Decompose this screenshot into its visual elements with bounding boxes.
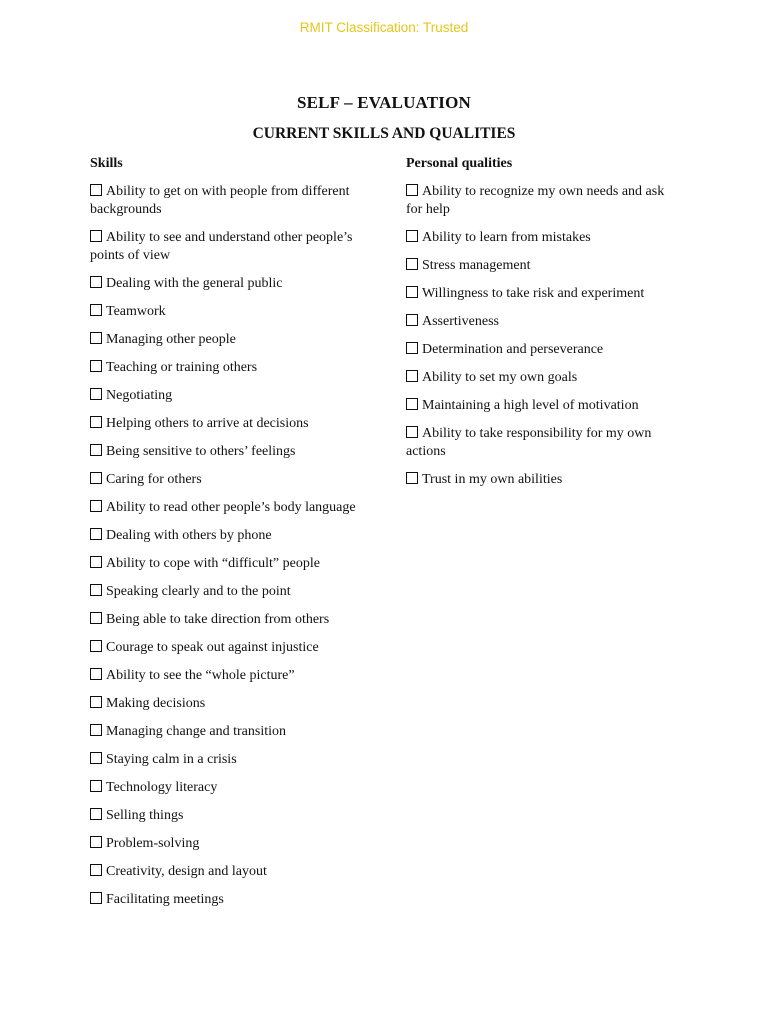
skill-label: Courage to speak out against injustice [106,640,319,655]
quality-item [406,369,678,387]
qualities-heading: Personal qualities [406,156,513,171]
skill-label: Ability to cope with “difficult” people [106,556,320,571]
skill-label: Dealing with others by phone [106,528,272,543]
skill-item [90,695,368,713]
checkbox[interactable] [406,286,418,298]
checkbox[interactable] [90,416,102,428]
checkbox[interactable] [406,342,418,354]
quality-item [406,285,678,303]
checkbox[interactable] [90,808,102,820]
skill-label: Managing change and transition [106,724,287,739]
quality-item [406,257,678,275]
checkbox[interactable] [90,780,102,792]
skill-item [90,583,368,601]
skill-label: Ability to get on with people from different backgrounds [90,184,350,217]
checkbox[interactable] [90,864,102,876]
checkbox[interactable] [90,556,102,568]
page-subtitle: CURRENT SKILLS AND QUALITIES [252,125,516,142]
skill-item [90,183,368,219]
skill-label: Being able to take direction from others [106,612,330,627]
checkbox[interactable] [90,444,102,456]
checkbox[interactable] [90,668,102,680]
checkbox[interactable] [406,258,418,270]
skill-item [90,229,368,265]
checkbox[interactable] [406,314,418,326]
checkbox[interactable] [90,724,102,736]
skill-label: Staying calm in a crisis [106,752,237,767]
checkbox[interactable] [406,230,418,242]
skill-label: Being sensitive to others’ feelings [106,444,296,459]
skill-item [90,555,368,573]
page-title: SELF – EVALUATION [296,93,472,112]
skill-label: Facilitating meetings [106,892,224,907]
skill-label: Caring for others [106,472,202,487]
quality-item [406,183,678,219]
skill-label: Managing other people [106,332,236,347]
skill-label: Speaking clearly and to the point [106,584,291,599]
checkbox[interactable] [90,584,102,596]
checkbox[interactable] [406,472,418,484]
qualities-column [406,155,678,499]
checkbox[interactable] [90,696,102,708]
skill-item [90,639,368,657]
quality-item [406,341,678,359]
skill-item [90,443,368,461]
skill-item [90,779,368,797]
skill-label: Problem-solving [106,836,200,851]
checkbox[interactable] [90,472,102,484]
checkbox[interactable] [406,398,418,410]
quality-label: Trust in my own abilities [422,472,563,487]
skill-item [90,359,368,377]
skill-label: Ability to see and understand other people’s points of view [90,230,353,263]
checkbox[interactable] [90,528,102,540]
skill-label: Dealing with the general public [106,276,283,291]
checkbox[interactable] [90,640,102,652]
skill-item [90,751,368,769]
quality-item [406,471,678,489]
skill-item [90,387,368,405]
skill-label: Making decisions [106,696,206,711]
checkbox[interactable] [90,892,102,904]
quality-item [406,229,678,247]
quality-item [406,397,678,415]
skill-item [90,275,368,293]
classification-label: RMIT Classification: Trusted [299,20,469,35]
skills-column [90,155,368,919]
checkbox[interactable] [90,612,102,624]
quality-label: Maintaining a high level of motivation [422,398,639,413]
skill-label: Teaching or training others [106,360,258,375]
quality-label: Assertiveness [422,314,499,329]
quality-label: Stress management [422,258,531,273]
skill-item [90,667,368,685]
skills-heading: Skills [90,156,123,171]
skill-item [90,611,368,629]
checkbox[interactable] [90,230,102,242]
checkbox[interactable] [406,426,418,438]
skill-label: Ability to read other people’s body language [106,500,356,515]
skill-label: Technology literacy [106,780,218,795]
skill-item [90,723,368,741]
skill-item [90,331,368,349]
quality-label: Ability to set my own goals [422,370,578,385]
skill-item [90,835,368,853]
skill-label: Teamwork [106,304,166,319]
checkbox[interactable] [90,836,102,848]
skill-label: Selling things [106,808,184,823]
skill-item [90,807,368,825]
skill-label: Ability to see the “whole picture” [106,668,295,683]
quality-label: Determination and perseverance [422,342,604,357]
skill-label: Creativity, design and layout [106,864,267,879]
checkbox[interactable] [90,752,102,764]
quality-item [406,425,678,461]
checkbox[interactable] [406,370,418,382]
checkbox[interactable] [90,304,102,316]
checkbox[interactable] [90,276,102,288]
checkbox[interactable] [90,184,102,196]
skill-label: Negotiating [106,388,173,403]
skill-label: Helping others to arrive at decisions [106,416,309,431]
skill-item [90,891,368,909]
skill-item [90,863,368,881]
quality-label: Willingness to take risk and experiment [422,286,645,301]
skill-item [90,527,368,545]
skill-item [90,499,368,517]
quality-label: Ability to learn from mistakes [422,230,591,245]
skill-item [90,415,368,433]
checkbox[interactable] [90,360,102,372]
checkbox[interactable] [90,388,102,400]
quality-item [406,313,678,331]
skill-item [90,303,368,321]
checkbox[interactable] [90,500,102,512]
quality-label: Ability to recognize my own needs and ask for help [406,184,665,217]
checkbox[interactable] [90,332,102,344]
checkbox[interactable] [406,184,418,196]
quality-label: Ability to take responsibility for my own actions [406,426,652,459]
skill-item [90,471,368,489]
